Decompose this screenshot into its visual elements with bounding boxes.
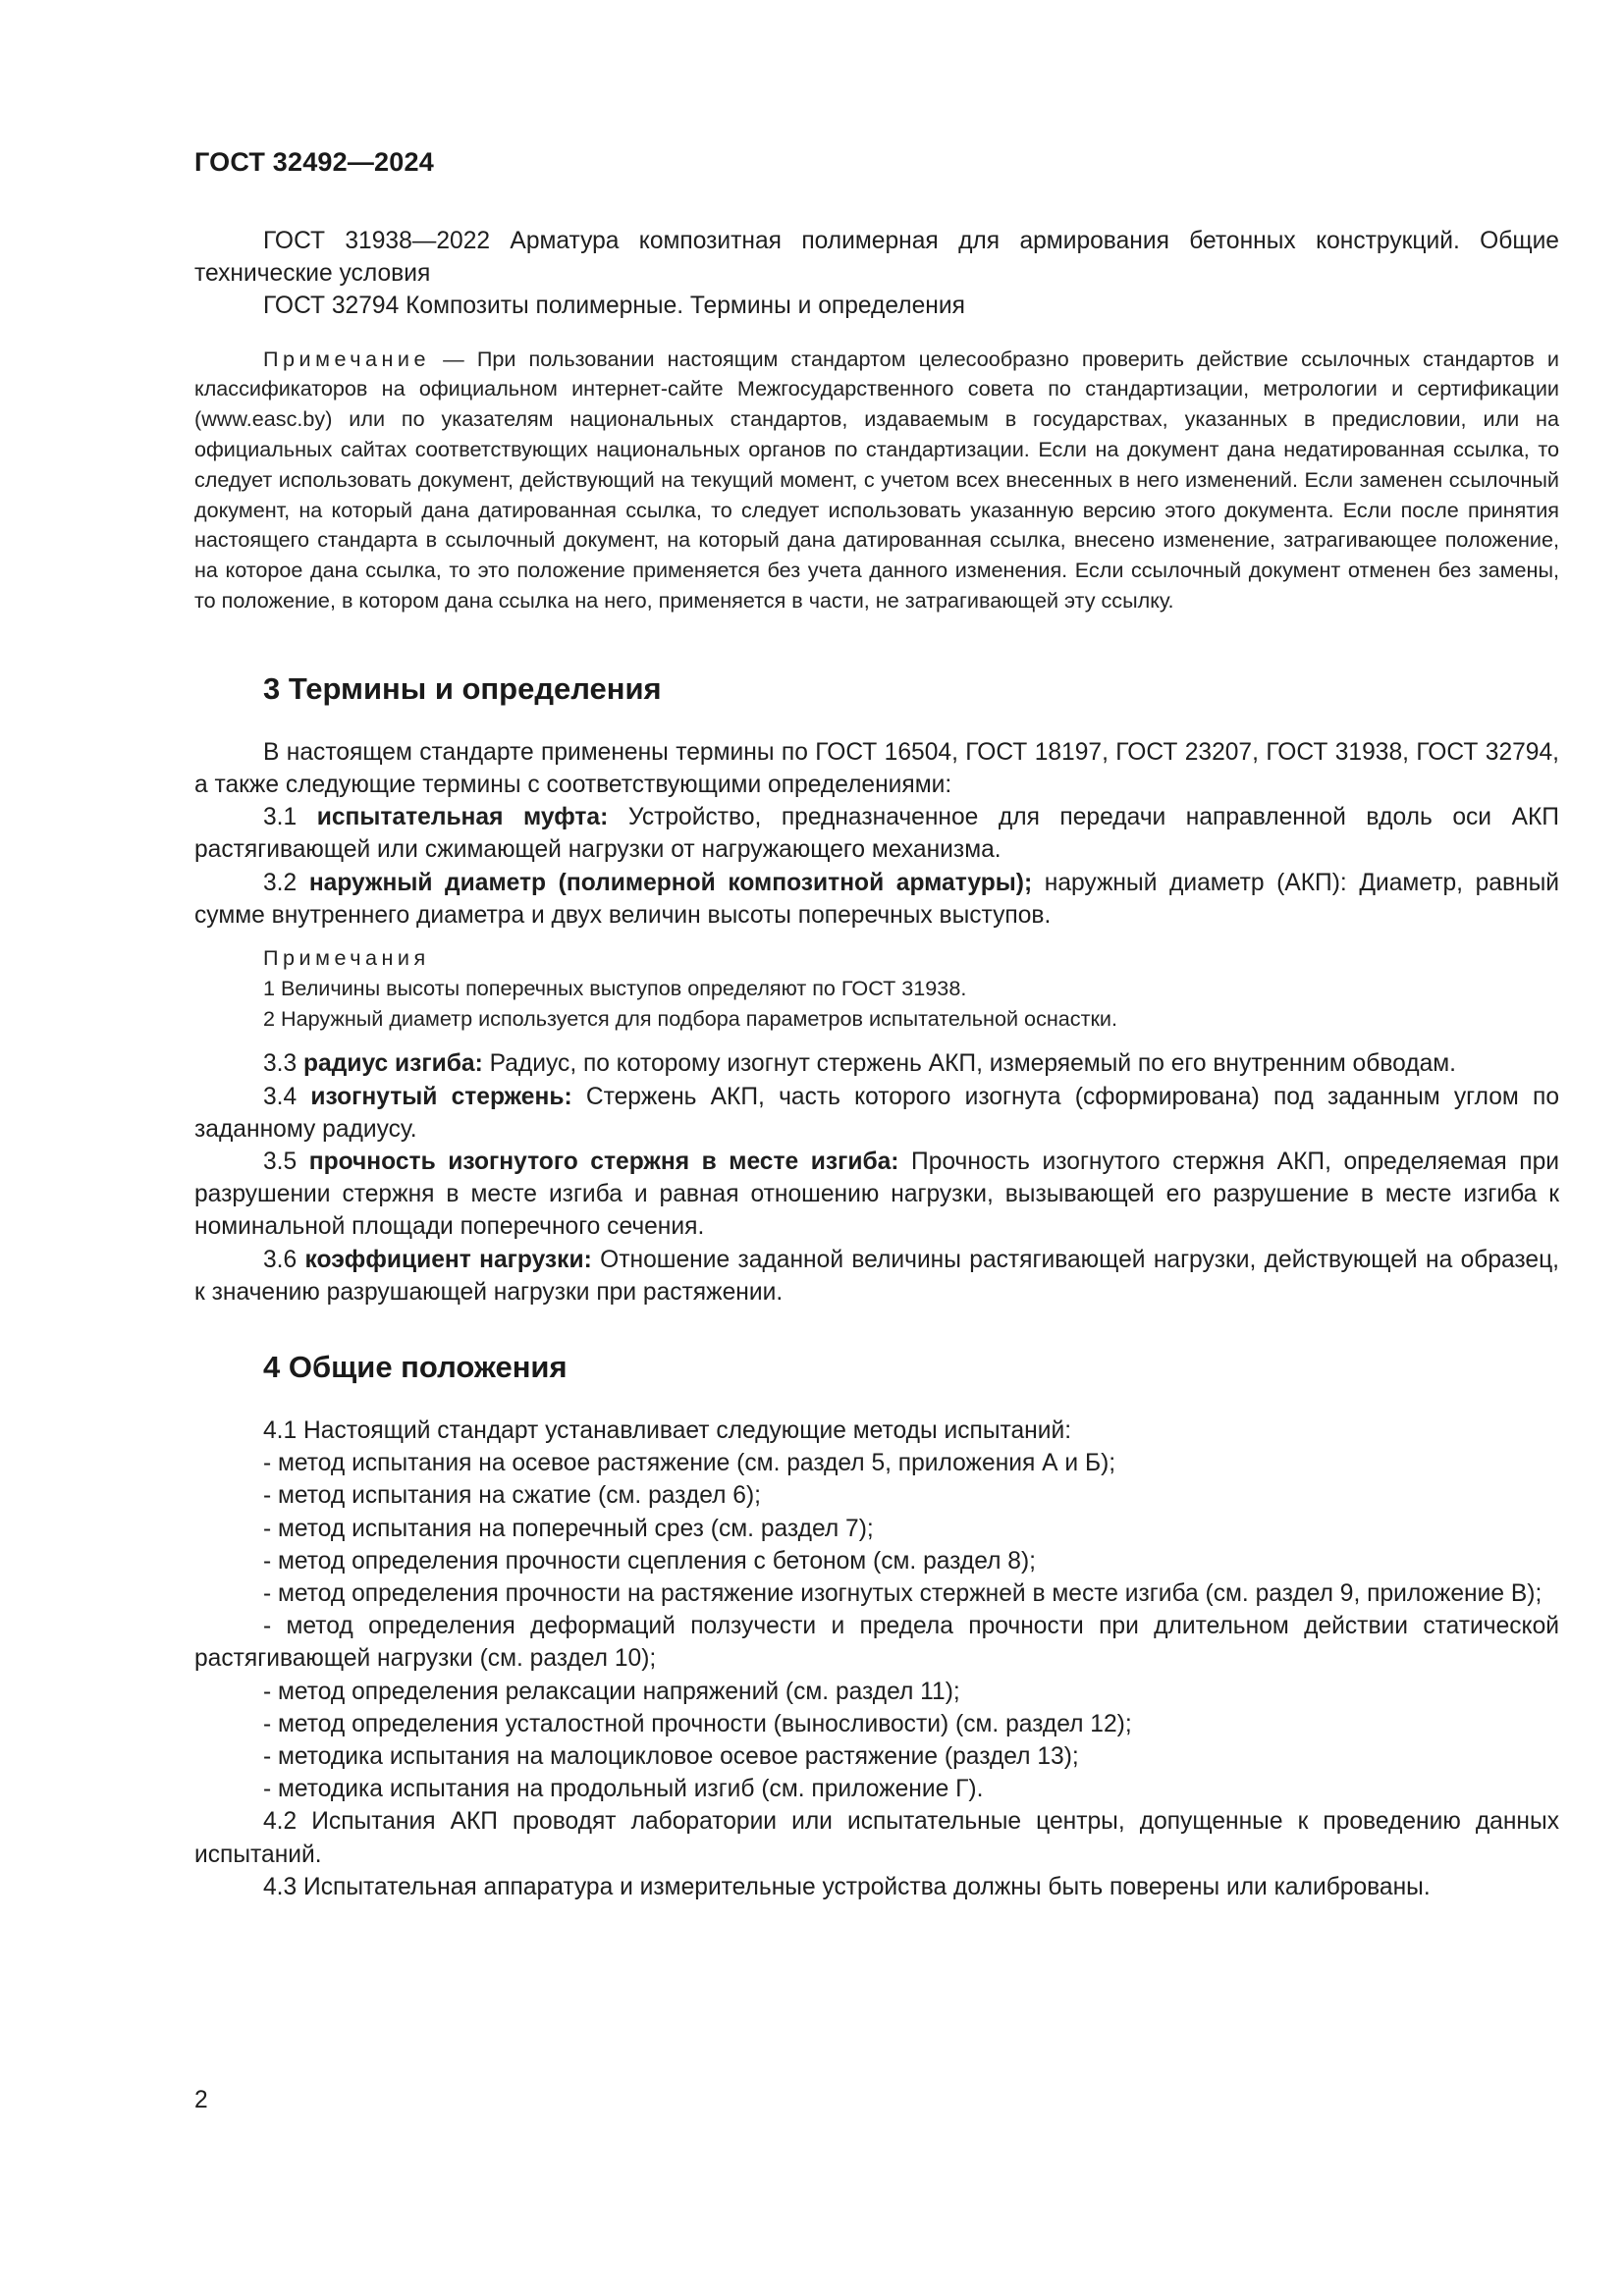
method-item: - метод определения прочности на растяжение изогнутых стержней в месте изгиба (см. раздел 9, приложение В);	[263, 1580, 1543, 1608]
term-name: испытательная муфта:	[316, 804, 609, 831]
document-code-header: ГОСТ 32492—2024	[194, 147, 434, 177]
term-name: радиус изгиба:	[303, 1050, 483, 1078]
page-content	[194, 225, 1559, 1903]
note-dash: —	[430, 346, 477, 371]
reference-note	[194, 345, 1559, 616]
section-heading-3: 3 Термины и определения	[263, 670, 662, 706]
section-heading-4: 4 Общие положения	[263, 1350, 568, 1385]
method-item: - методика испытания на малоцикловое осевое растяжение (раздел 13);	[263, 1743, 1079, 1771]
term-number: 3.5	[263, 1148, 309, 1175]
term-definition-3-2	[194, 867, 1559, 932]
term-number: 3.4	[263, 1083, 311, 1110]
clause-4-3: 4.3 Испытательная аппаратура и измерительные устройства должны быть поверены или калиброваны.	[263, 1873, 1431, 1900]
method-item: - метод испытания на осевое растяжение (см. раздел 5, приложения А и Б);	[263, 1450, 1116, 1477]
method-item: - метод испытания на поперечный срез (см. раздел 7);	[263, 1515, 874, 1542]
method-item: - метод определения усталостной прочности (выносливости) (см. раздел 12);	[263, 1710, 1132, 1737]
term-text: Устройство, предназначенное для передачи направленной вдоль оси АКП растягивающей или сжимающей нагрузки от нагружающего механизма.	[194, 804, 1559, 864]
reference-item: ГОСТ 31938—2022 Арматура композитная полимерная для армирования бетонных конструкций. Общие технические условия	[194, 228, 1559, 288]
clause-4-1: 4.1 Настоящий стандарт устанавливает следующие методы испытаний:	[263, 1417, 1072, 1445]
term-definition-3-3	[194, 1047, 1559, 1080]
method-item: - метод определения прочности сцепления с бетоном (см. раздел 8);	[263, 1547, 1036, 1575]
term-text: Прочность изогнутого стержня АКП, определяемая при разрушении стержня в месте изгиба и равная отношению нагрузки, вызывающей его разрушение в месте изгиба к номинальной площади поперечного сечения.	[194, 1148, 1559, 1241]
term-number: 3.3	[263, 1050, 304, 1078]
note-item: 1 Величины высоты поперечных выступов определяют по ГОСТ 31938.	[263, 975, 967, 1000]
note-label: Примечание	[263, 346, 430, 371]
note-item: 2 Наружный диаметр используется для подбора параметров испытательной оснастки.	[263, 1005, 1117, 1031]
method-item: - метод испытания на сжатие (см. раздел 6);	[263, 1482, 762, 1510]
term-text: наружный диаметр (АКП): Диаметр, равный сумме внутреннего диаметра и двух величин высоты поперечных выступов.	[194, 869, 1560, 929]
term-name: наружный диаметр (полимерной композитной арматуры);	[308, 869, 1033, 896]
term-number: 3.2	[263, 869, 309, 896]
page-number: 2	[194, 2087, 208, 2113]
term-text: Стержень АКП, часть которого изогнута (сформирована) под заданным углом по заданному радиусу.	[194, 1083, 1559, 1143]
reference-item: ГОСТ 32794 Композиты полимерные. Термины и определения	[263, 293, 965, 320]
term-name: прочность изогнутого стержня в месте изгиба:	[308, 1148, 899, 1175]
term-definition-3-1	[194, 801, 1559, 866]
method-item: - метод определения релаксации напряжений (см. раздел 11);	[263, 1678, 960, 1705]
term-definition-3-6	[194, 1244, 1559, 1308]
method-item: - метод определения деформаций ползучести и предела прочности при длительном действии статической растягивающей нагрузки (см. раздел 10);	[194, 1613, 1559, 1673]
term-number: 3.6	[263, 1246, 305, 1273]
section3-intro: В настоящем стандарте применены термины по ГОСТ 16504, ГОСТ 18197, ГОСТ 23207, ГОСТ 31938, ГОСТ 32794, а также следующие термины с соответствующими определениями:	[194, 738, 1559, 798]
note-text: При пользовании настоящим стандартом целесообразно проверить действие ссылочных стандартов и классификаторов на официальном интернет-сайте Межгосударственного совета по стандартизации, метрологии и сертификации (www.easc.by) или по указателям национальных стандартов, издаваемым в государствах, указанных в предисловии, или на официальных сайтах соответствующих национальных органов по стандартизации. Если на документ дана недатированная ссылка, то следует использовать документ, действующий на текущий момент, с учетом всех внесенных в него изменений. Если заменен ссылочный документ, на который дана датированная ссылка, то следует использовать указанную версию этого документа. Если после принятия настоящего стандарта в ссылочный документ, на который дана датированная ссылка, внесено изменение, затрагивающее положение, на которое дана ссылка, то это положение применяется без учета данного изменения. Если ссылочный документ отменен без замены, то положение, в котором дана ссылка на него, применяется в части, не затрагивающей эту ссылку.	[194, 346, 1559, 613]
clause-4-2: 4.2 Испытания АКП проводят лаборатории или испытательные центры, допущенные к проведению данных испытаний.	[194, 1808, 1559, 1868]
term-name: коэффициент нагрузки:	[304, 1246, 592, 1273]
term-text: Отношение заданной величины растягивающей нагрузки, действующей на образец, к значению разрушающей нагрузки при растяжении.	[194, 1246, 1560, 1306]
term-name: изогнутый стержень:	[310, 1083, 572, 1110]
method-item: - методика испытания на продольный изгиб (см. приложение Г).	[263, 1776, 984, 1803]
term-definition-3-5	[194, 1146, 1559, 1244]
term-text: Радиус, по которому изогнут стержень АКП, измеряемый по его внутренним обводам.	[482, 1050, 1457, 1078]
term-number: 3.1	[263, 804, 317, 831]
notes-label: Примечания	[263, 945, 430, 970]
terms-notes	[194, 943, 1559, 1034]
term-definition-3-4	[194, 1081, 1559, 1146]
